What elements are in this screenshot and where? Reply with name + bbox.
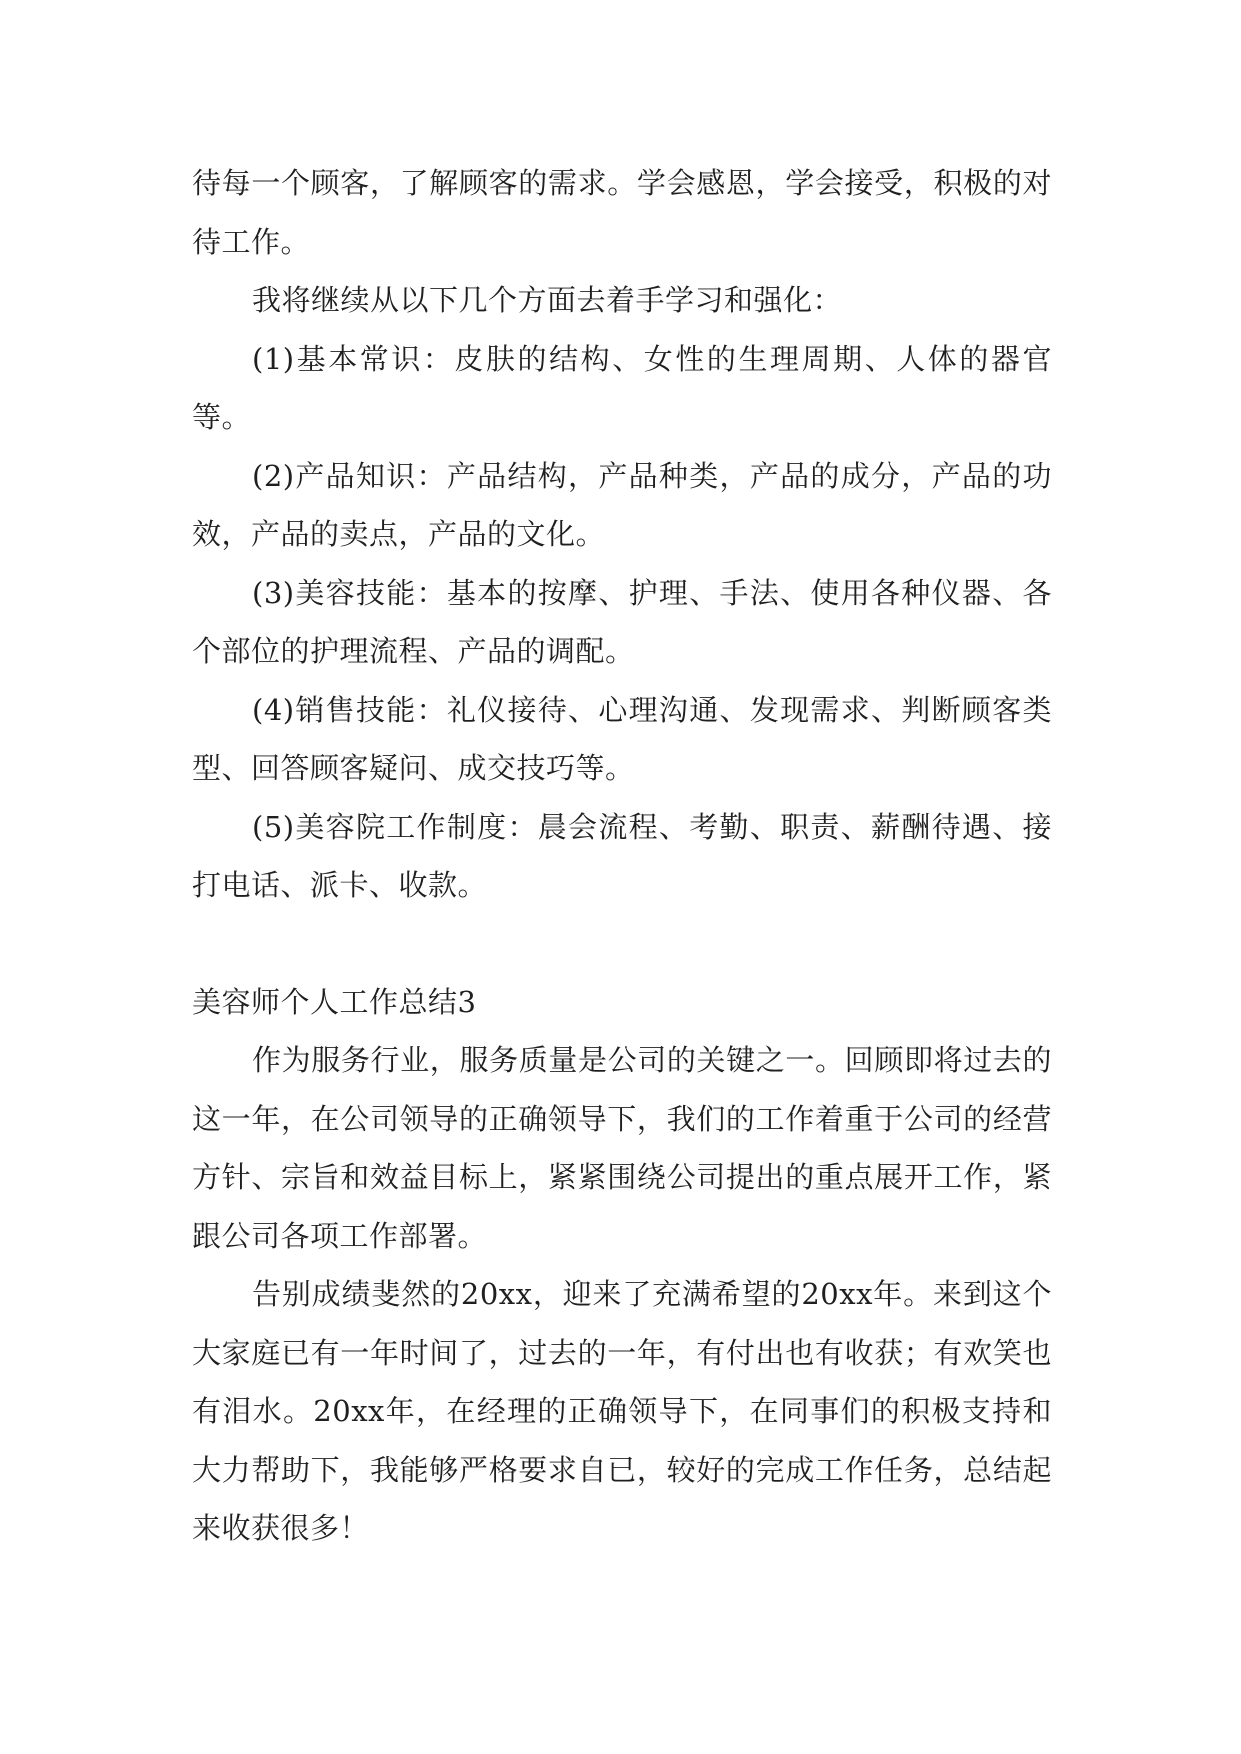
section-heading: 美容师个人工作总结3 [192,984,477,1019]
list-item-beauty-skills: (3)美容技能：基本的按摩、护理、手法、使用各种仪器、各个部位的护理流程、产品的调配。 [192,575,1052,668]
list-item-basic-knowledge: (1)基本常识：皮肤的结构、女性的生理周期、人体的器官等。 [192,341,1052,434]
list-item-work-rules: (5)美容院工作制度：晨会流程、考勤、职责、薪酬待遇、接打电话、派卡、收款。 [192,809,1052,902]
list-item-sales-skills: (4)销售技能：礼仪接待、心理沟通、发现需求、判断顾客类型、回答顾客疑问、成交技巧等。 [192,692,1052,785]
paragraph-year-review: 告别成绩斐然的20xx，迎来了充满希望的20xx年。来到这个大家庭已有一年时间了，过去的一年，有付出也有收获；有欢笑也有泪水。20xx年，在经理的正确领导下，在同事们的积极支持和大力帮助下，我能够严格要求自已，较好的完成工作任务，总结起来收获很多！ [192,1277,1052,1545]
list-item-product-knowledge: (2)产品知识：产品结构，产品种类，产品的成分，产品的功效，产品的卖点，产品的文化。 [192,458,1052,551]
paragraph-continuation: 待每一个顾客，了解顾客的需求。学会感恩，学会接受，积极的对待工作。 [192,166,1052,259]
paragraph-intro: 我将继续从以下几个方面去着手学习和强化： [252,283,843,317]
document-body [192,154,1052,1558]
paragraph-service-quality: 作为服务行业，服务质量是公司的关键之一。回顾即将过去的这一年，在公司领导的正确领导下，我们的工作着重于公司的经营方针、宗旨和效益目标上，紧紧围绕公司提出的重点展开工作，紧跟公司各项工作部署。 [192,1043,1052,1253]
